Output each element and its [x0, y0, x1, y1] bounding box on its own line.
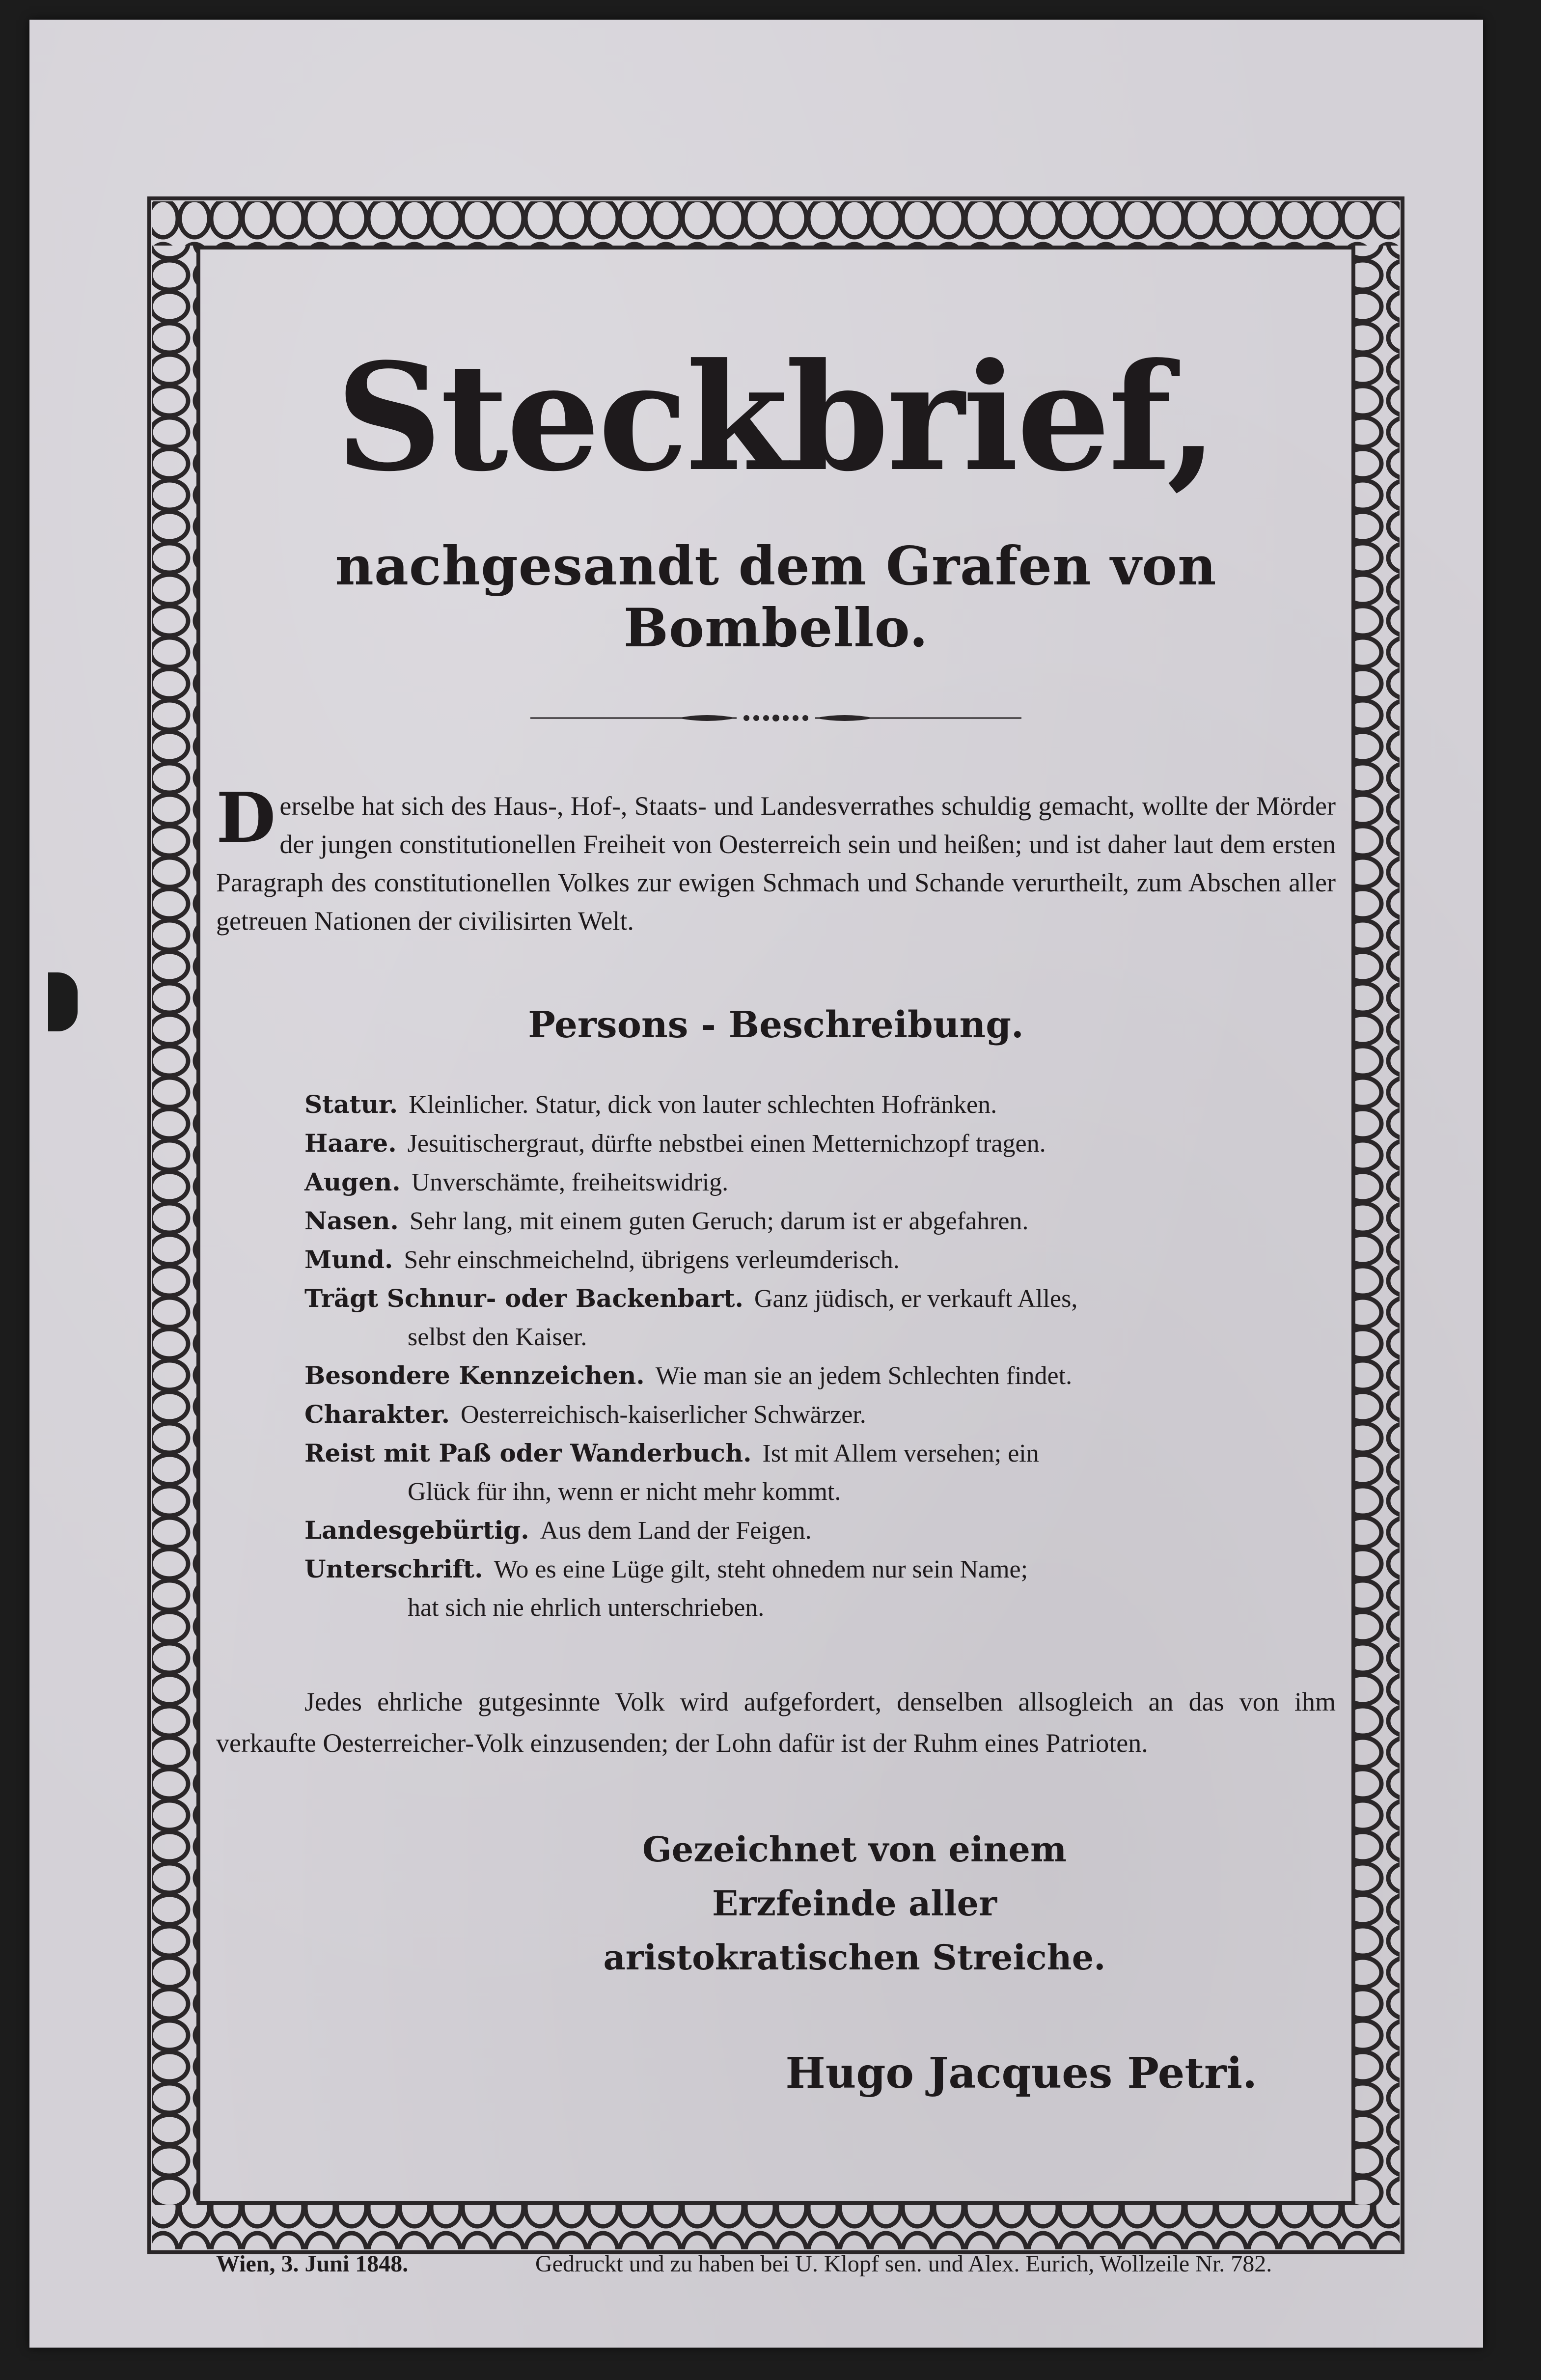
description-text: Sehr lang, mit einem guten Geruch; darum ist er abgefahren.	[409, 1207, 1029, 1235]
signed-line-2: aristokratischen Streiche.	[603, 1937, 1106, 1978]
imprint-printer: Gedruckt und zu haben bei U. Klopf sen. und Alex. Eurich, Wollzeile Nr. 782.	[535, 2251, 1272, 2277]
drop-cap: D	[216, 778, 276, 858]
divider-ornament	[530, 708, 1021, 728]
description-continuation: hat sich nie ehrlich unterschrieben.	[408, 1594, 765, 1622]
description-row	[304, 1434, 1238, 1511]
description-text: Kleinlicher. Statur, dick von lauter schlechten Hofränken.	[409, 1091, 997, 1119]
description-label: Landesgebürtig.	[304, 1516, 529, 1545]
description-label: Unterschrift.	[304, 1554, 483, 1583]
signature-block	[560, 1823, 1149, 1985]
description-continuation: selbst den Kaiser.	[408, 1323, 587, 1351]
intro-paragraph	[216, 778, 1336, 940]
description-label: Nasen.	[304, 1206, 399, 1235]
description-row	[304, 1124, 1238, 1163]
description-continuation: Glück für ihn, wenn er nicht mehr kommt.	[408, 1478, 841, 1506]
description-label: Besondere Kennzeichen.	[304, 1361, 645, 1390]
description-row	[304, 1163, 1238, 1202]
description-row	[304, 1085, 1238, 1124]
description-text: Aus dem Land der Feigen.	[540, 1517, 812, 1545]
description-text: Ist mit Allem versehen; ein	[762, 1439, 1039, 1467]
description-text: Sehr einschmeichelnd, übrigens verleumderisch.	[404, 1246, 900, 1274]
description-row	[304, 1550, 1238, 1627]
description-label: Charakter.	[304, 1400, 450, 1429]
imprint-date: Wien, 3. Juni 1848.	[216, 2251, 409, 2277]
poster-subtitle: nachgesandt dem Grafen von Bombello.	[335, 535, 1217, 659]
description-row	[304, 1511, 1238, 1550]
paper-tear	[48, 972, 78, 1031]
description-text: Wie man sie an jedem Schlechten findet.	[655, 1362, 1073, 1390]
description-label: Statur.	[304, 1090, 398, 1119]
section-heading: Persons - Beschreibung.	[528, 1004, 1024, 1046]
poster-content	[216, 275, 1336, 2098]
description-row	[304, 1356, 1238, 1395]
description-row	[304, 1395, 1238, 1434]
signed-line-1: Gezeichnet von einem Erzfeinde aller	[642, 1829, 1067, 1924]
description-text: Jesuitischergraut, dürfte nebstbei einen Metternichzopf tragen.	[407, 1130, 1046, 1158]
description-row	[304, 1202, 1238, 1241]
description-label: Mund.	[304, 1245, 393, 1274]
appeal-paragraph: Jedes ehrliche gutgesinnte Volk wird aufgefordert, denselben allsogleich an das von ihm verkaufte Oesterreicher-Volk einzusenden; der Lohn dafür ist der Ruhm eines Patrioten.	[216, 1687, 1336, 1758]
description-label: Augen.	[304, 1167, 401, 1196]
description-text: Oesterreichisch-kaiserlicher Schwärzer.	[461, 1401, 866, 1429]
intro-text: erselbe hat sich des Haus-, Hof-, Staats- und Landesverrathes schuldig gemacht, wollte der Mörder der jungen constitutionellen Freiheit von Oesterreich sein und heißen; und ist daher laut dem ersten Paragraph des constitutionellen Volkes zur ewigen Schmach und Schande verurtheilt, zum Abschen aller getreuen Nationen der civilisirten Welt.	[216, 791, 1336, 936]
description-row	[304, 1279, 1238, 1356]
description-label: Haare.	[304, 1129, 397, 1158]
description-list	[304, 1085, 1238, 1627]
description-label: Reist mit Paß oder Wanderbuch.	[304, 1439, 752, 1467]
poster-title: Steckbrief,	[335, 331, 1216, 504]
description-text: Wo es eine Lüge gilt, steht ohnedem nur sein Name;	[494, 1555, 1028, 1583]
author-name: Hugo Jacques Petri.	[785, 2048, 1257, 2098]
description-label: Trägt Schnur- oder Backenbart.	[304, 1284, 743, 1313]
description-text: Unverschämte, freiheitswidrig.	[411, 1168, 729, 1196]
description-row	[304, 1241, 1238, 1279]
description-text: Ganz jüdisch, er verkauft Alles,	[754, 1285, 1078, 1313]
